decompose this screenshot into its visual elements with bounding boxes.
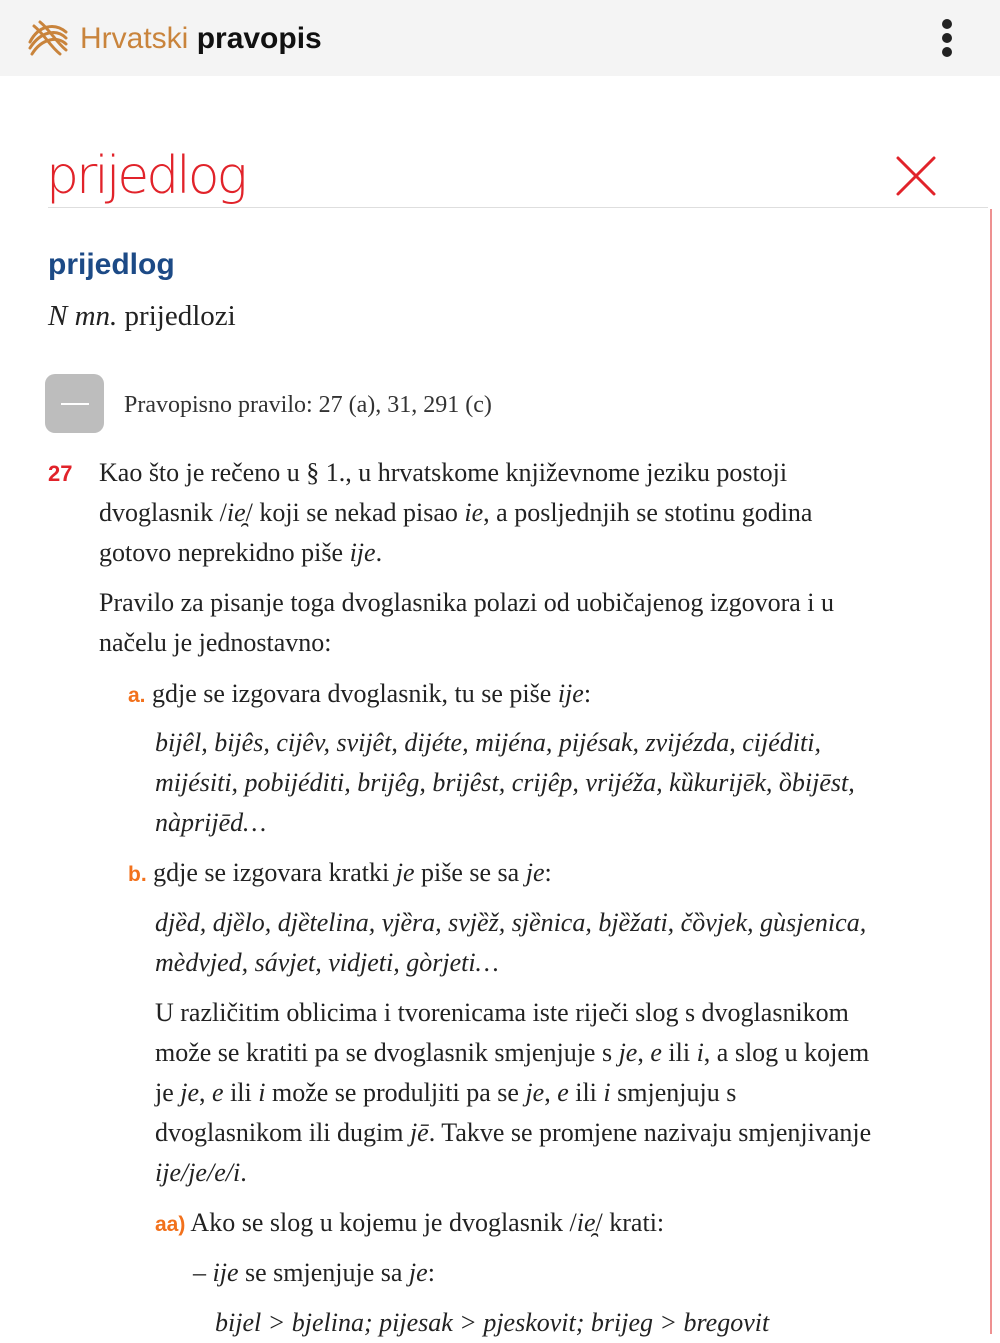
app-bar bbox=[0, 0, 1000, 76]
example-line: bijêl, bijês, cijêv, svijêt, dijéte, mijéna, pijésak, zvijézda, cijéditi, bbox=[155, 728, 821, 757]
rule-text-line: dvoglasnik /ie̯/ koji se nekad pisao ie, a posljednjih se stotinu godina bbox=[99, 498, 813, 527]
rule-item-b: b. gdje se izgovara kratki je piše se sa je: bbox=[128, 858, 552, 887]
grammar-label: N mn. bbox=[48, 300, 118, 332]
rule-text-line: dvoglasnikom ili dugim jē. Takve se promjene nazivaju smjenjivanje bbox=[155, 1118, 872, 1147]
rule-text-line: Pravilo za pisanje toga dvoglasnika polazi od uobičajenog izgovora i u bbox=[99, 588, 835, 617]
example-line: mijésiti, pobijéditi, brijêg, brijêst, crijêp, vrijéža, kȕkurijēk, ȍbijēst, bbox=[155, 768, 855, 797]
rule-item-a: a. gdje se izgovara dvoglasnik, tu se piše ije: bbox=[128, 679, 592, 708]
item-marker: a. bbox=[128, 684, 146, 707]
rule-dash-item: – ije se smjenjuje sa je: bbox=[193, 1258, 435, 1287]
rule-toggle-button[interactable] bbox=[45, 374, 104, 433]
example-line: mèdvjed, sávjet, vidjeti, gòrjeti… bbox=[155, 948, 499, 977]
rule-text-line: načelu je jednostavno: bbox=[99, 628, 332, 657]
rule-text-line: može se kratiti pa se dvoglasnik smjenjuje s je, e ili i, a slog u kojem bbox=[155, 1038, 870, 1067]
more-vertical-icon[interactable] bbox=[928, 14, 968, 62]
rule-subitem-aa: aa) Ako se slog u kojemu je dvoglasnik /ie̯/ krati: bbox=[155, 1208, 665, 1237]
divider bbox=[48, 207, 988, 208]
scroll-indicator bbox=[990, 209, 992, 1334]
item-marker: aa) bbox=[155, 1213, 186, 1236]
rule-text-line: U različitim oblicima i tvorenicama iste riječi slog s dvoglasnikom bbox=[155, 998, 849, 1027]
search-input[interactable] bbox=[46, 140, 806, 212]
example-line: nàprijēd… bbox=[155, 808, 267, 837]
app-title bbox=[80, 19, 322, 59]
rule-reference: Pravopisno pravilo: 27 (a), 31, 291 (c) bbox=[124, 392, 492, 418]
rule-text-line: Kao što je rečeno u § 1., u hrvatskome književnome jeziku postoji bbox=[99, 458, 788, 487]
example-line: djȅd, djȅlo, djȅtelina, vjȅra, svjȅž, sjȅnica, bjȅžati, čȍvjek, gùsjenica, bbox=[155, 908, 867, 937]
headword: prijedlog bbox=[48, 248, 175, 281]
weave-logo-icon bbox=[24, 14, 72, 62]
brand-light: Hrvatski bbox=[80, 22, 197, 55]
rule-text-line: gotovo neprekidno piše ije. bbox=[99, 538, 383, 567]
rule-text-line: je je, e ili i može se produljiti pa se je, e ili i smjenjuju s bbox=[155, 1078, 737, 1107]
brand-bold: pravopis bbox=[196, 22, 322, 55]
minus-icon bbox=[61, 403, 89, 405]
rule-text-line: ije/je/e/i. bbox=[155, 1158, 247, 1187]
rule-number: 27 bbox=[48, 461, 73, 486]
grammar-info bbox=[48, 300, 236, 333]
example-line: bijel > bjelina; pijesak > pjeskovit; brijeg > bregovit bbox=[215, 1308, 770, 1337]
close-icon[interactable] bbox=[894, 154, 938, 198]
grammar-form: prijedlozi bbox=[124, 300, 236, 332]
item-marker: b. bbox=[128, 863, 147, 886]
